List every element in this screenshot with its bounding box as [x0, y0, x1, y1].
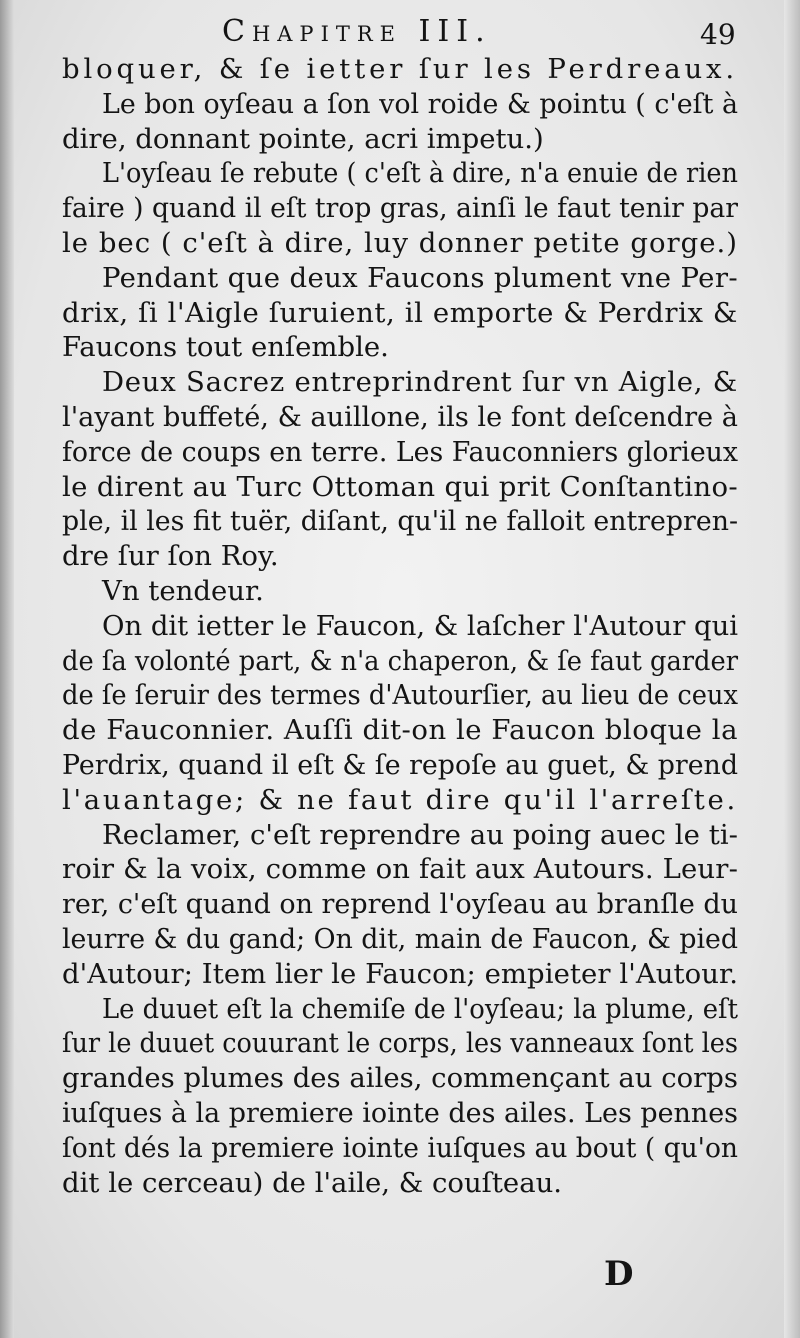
text-line: le bec ( c'eſt à dire, luy donner petite gorge.)	[62, 226, 738, 259]
text-line: Le bon oyſeau a ſon vol roide & pointu ( c'eſt à	[102, 87, 738, 120]
text-line: dre ſur ſon Roy.	[62, 540, 279, 573]
text-line: ſur le duuet couurant le corps, les vanneaux ſont les	[62, 1027, 738, 1060]
text-line: ple, il les fit tuër, diſant, qu'il ne falloit entrepren-	[62, 505, 738, 538]
body-text	[62, 52, 738, 1200]
text-line: force de coups en terre. Les Fauconniers glorieux	[62, 435, 738, 468]
text-line: Faucons tout enſemble.	[62, 331, 389, 364]
text-line: Le duuet eſt la chemiſe de l'oyſeau; la plume, eſt	[102, 992, 738, 1025]
text-line: Pendant que deux Faucons plument vne Per-	[102, 261, 738, 294]
text-line: l'auantage; & ne faut dire qu'il l'arreſte.	[62, 783, 738, 816]
text-line: ſont dés la premiere iointe iuſques au bout ( qu'on	[62, 1131, 738, 1164]
text-line: leurre & du gand; On dit, main de Faucon, & pied	[62, 922, 738, 955]
text-line: dire, donnant pointe, acri impetu.)	[62, 122, 544, 155]
signature-mark: D	[604, 1254, 634, 1294]
text-line: roir & la voix, comme on fait aux Autours. Leur-	[62, 853, 738, 886]
running-head: Chapitre III.	[222, 14, 492, 49]
text-line: Vn tendeur.	[102, 574, 264, 607]
page-number: 49	[700, 18, 736, 51]
text-line: On dit ietter le Faucon, & laſcher l'Autour qui	[102, 609, 738, 642]
text-line: iuſques à la premiere iointe des ailes. Les pennes	[62, 1096, 738, 1129]
text-line: d'Autour; Item lier le Faucon; empieter l'Autour.	[62, 957, 738, 990]
text-line: l'ayant buffeté, & auillone, ils le font deſcendre à	[62, 400, 738, 433]
text-line: Reclamer, c'eſt reprendre au poing auec le ti-	[102, 818, 738, 851]
text-line: de ſa volonté part, & n'a chaperon, & ſe faut garder	[62, 644, 738, 677]
text-line: de Fauconnier. Auſſi dit-on le Faucon bloque la	[62, 714, 738, 747]
text-line: L'oyſeau ſe rebute ( c'eſt à dire, n'a enuie de rien	[102, 157, 738, 190]
text-line: rer, c'eſt quand on reprend l'oyſeau au branſle du	[62, 888, 738, 921]
text-line: faire ) quand il eſt trop gras, ainſi le faut tenir par	[62, 192, 738, 225]
text-line: bloquer, & ſe ietter ſur les Perdreaux.	[62, 53, 738, 85]
text-line: grandes plumes des ailes, commençant au corps	[62, 1062, 738, 1095]
text-line: drix, ſi l'Aigle ſuruient, il emporte & Perdrix &	[62, 296, 738, 329]
text-line: le dirent au Turc Ottoman qui prit Conſtantino-	[62, 470, 738, 503]
page-gutter-shadow	[0, 0, 14, 1338]
text-line: de ſe ſeruir des termes d'Autourſier, au lieu de ceux	[62, 679, 738, 712]
text-line: Perdrix, quand il eſt & ſe repoſe au guet, & prend	[62, 748, 738, 781]
page-edge-shadow	[784, 0, 800, 1338]
text-line: Deux Sacrez entreprindrent ſur vn Aigle, &	[102, 366, 738, 399]
text-line: dit le cerceau) de l'aile, & couſteau.	[62, 1166, 563, 1199]
